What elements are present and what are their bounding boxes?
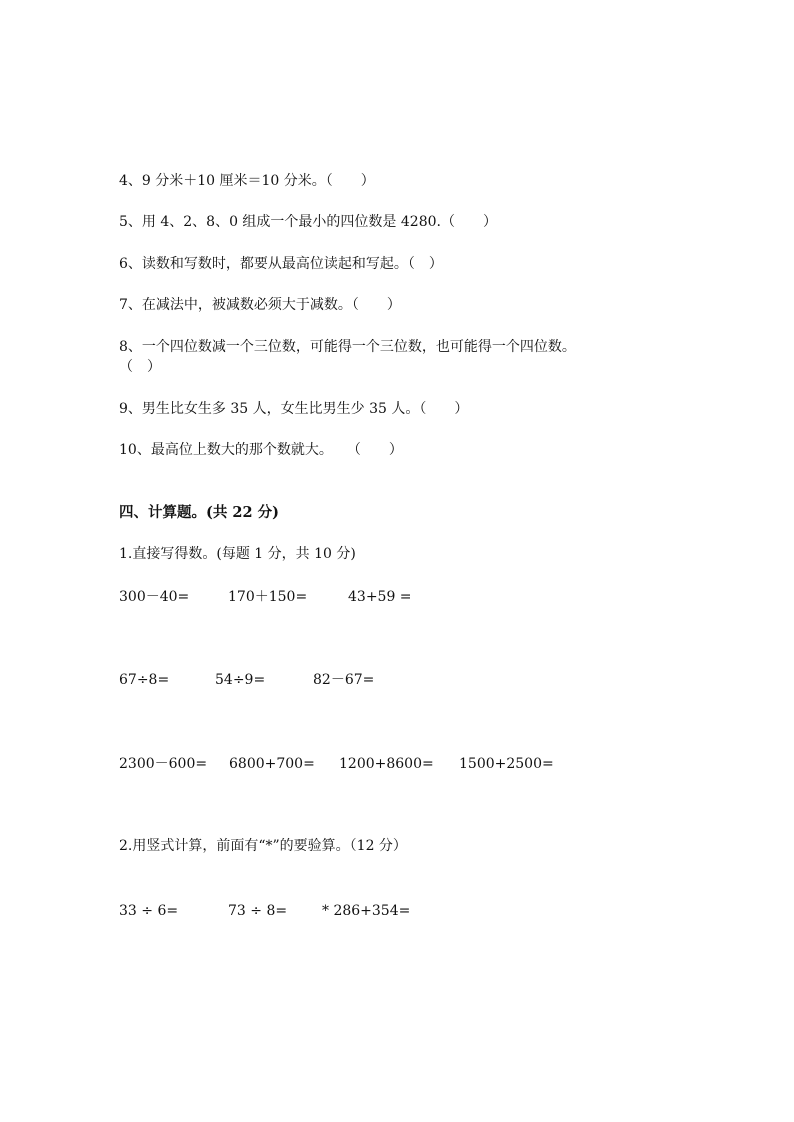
problem: 6800+700=: [229, 756, 315, 772]
judgement-item-10: 10、最高位上数大的那个数就大。 （ ）: [119, 442, 403, 458]
judgement-item-9: 9、男生比女生多 35 人，女生比男生少 35 人。（ ）: [119, 401, 469, 417]
problem: 67÷8=: [119, 672, 170, 688]
part2-title: 2.用竖式计算，前面有“*”的要验算。（12 分）: [119, 838, 407, 854]
problem: 43+59 =: [348, 589, 412, 605]
problem: 54÷9=: [215, 672, 266, 688]
part1-title: 1.直接写得数。(每题 1 分，共 10 分): [119, 546, 356, 562]
problem: 1500+2500=: [459, 756, 554, 772]
judgement-item-7: 7、在减法中，被减数必须大于减数。（ ）: [119, 297, 401, 313]
judgement-item-6: 6、读数和写数时，都要从最高位读起和写起。（ ）: [119, 256, 443, 272]
problem: 170＋150=: [228, 589, 308, 605]
problem: 2300－600=: [119, 756, 208, 772]
problem: 1200+8600=: [339, 756, 434, 772]
problem: * 286+354=: [322, 903, 411, 919]
judgement-item-8: 8、一个四位数减一个三位数，可能得一个三位数，也可能得一个四位数。: [119, 339, 576, 355]
section-title: 四、计算题。(共 22 分): [119, 504, 279, 521]
judgement-item-5: 5、用 4、2、8、0 组成一个最小的四位数是 4280.（ ）: [119, 214, 497, 230]
problem: 82－67=: [313, 672, 375, 688]
problem: 33 ÷ 6=: [119, 903, 179, 919]
judgement-item-4: 4、9 分米＋10 厘米＝10 分米。（ ）: [119, 173, 375, 189]
problem: 73 ÷ 8=: [228, 903, 288, 919]
judgement-item-8-bracket: （ ）: [119, 359, 161, 375]
problem: 300－40=: [119, 589, 190, 605]
